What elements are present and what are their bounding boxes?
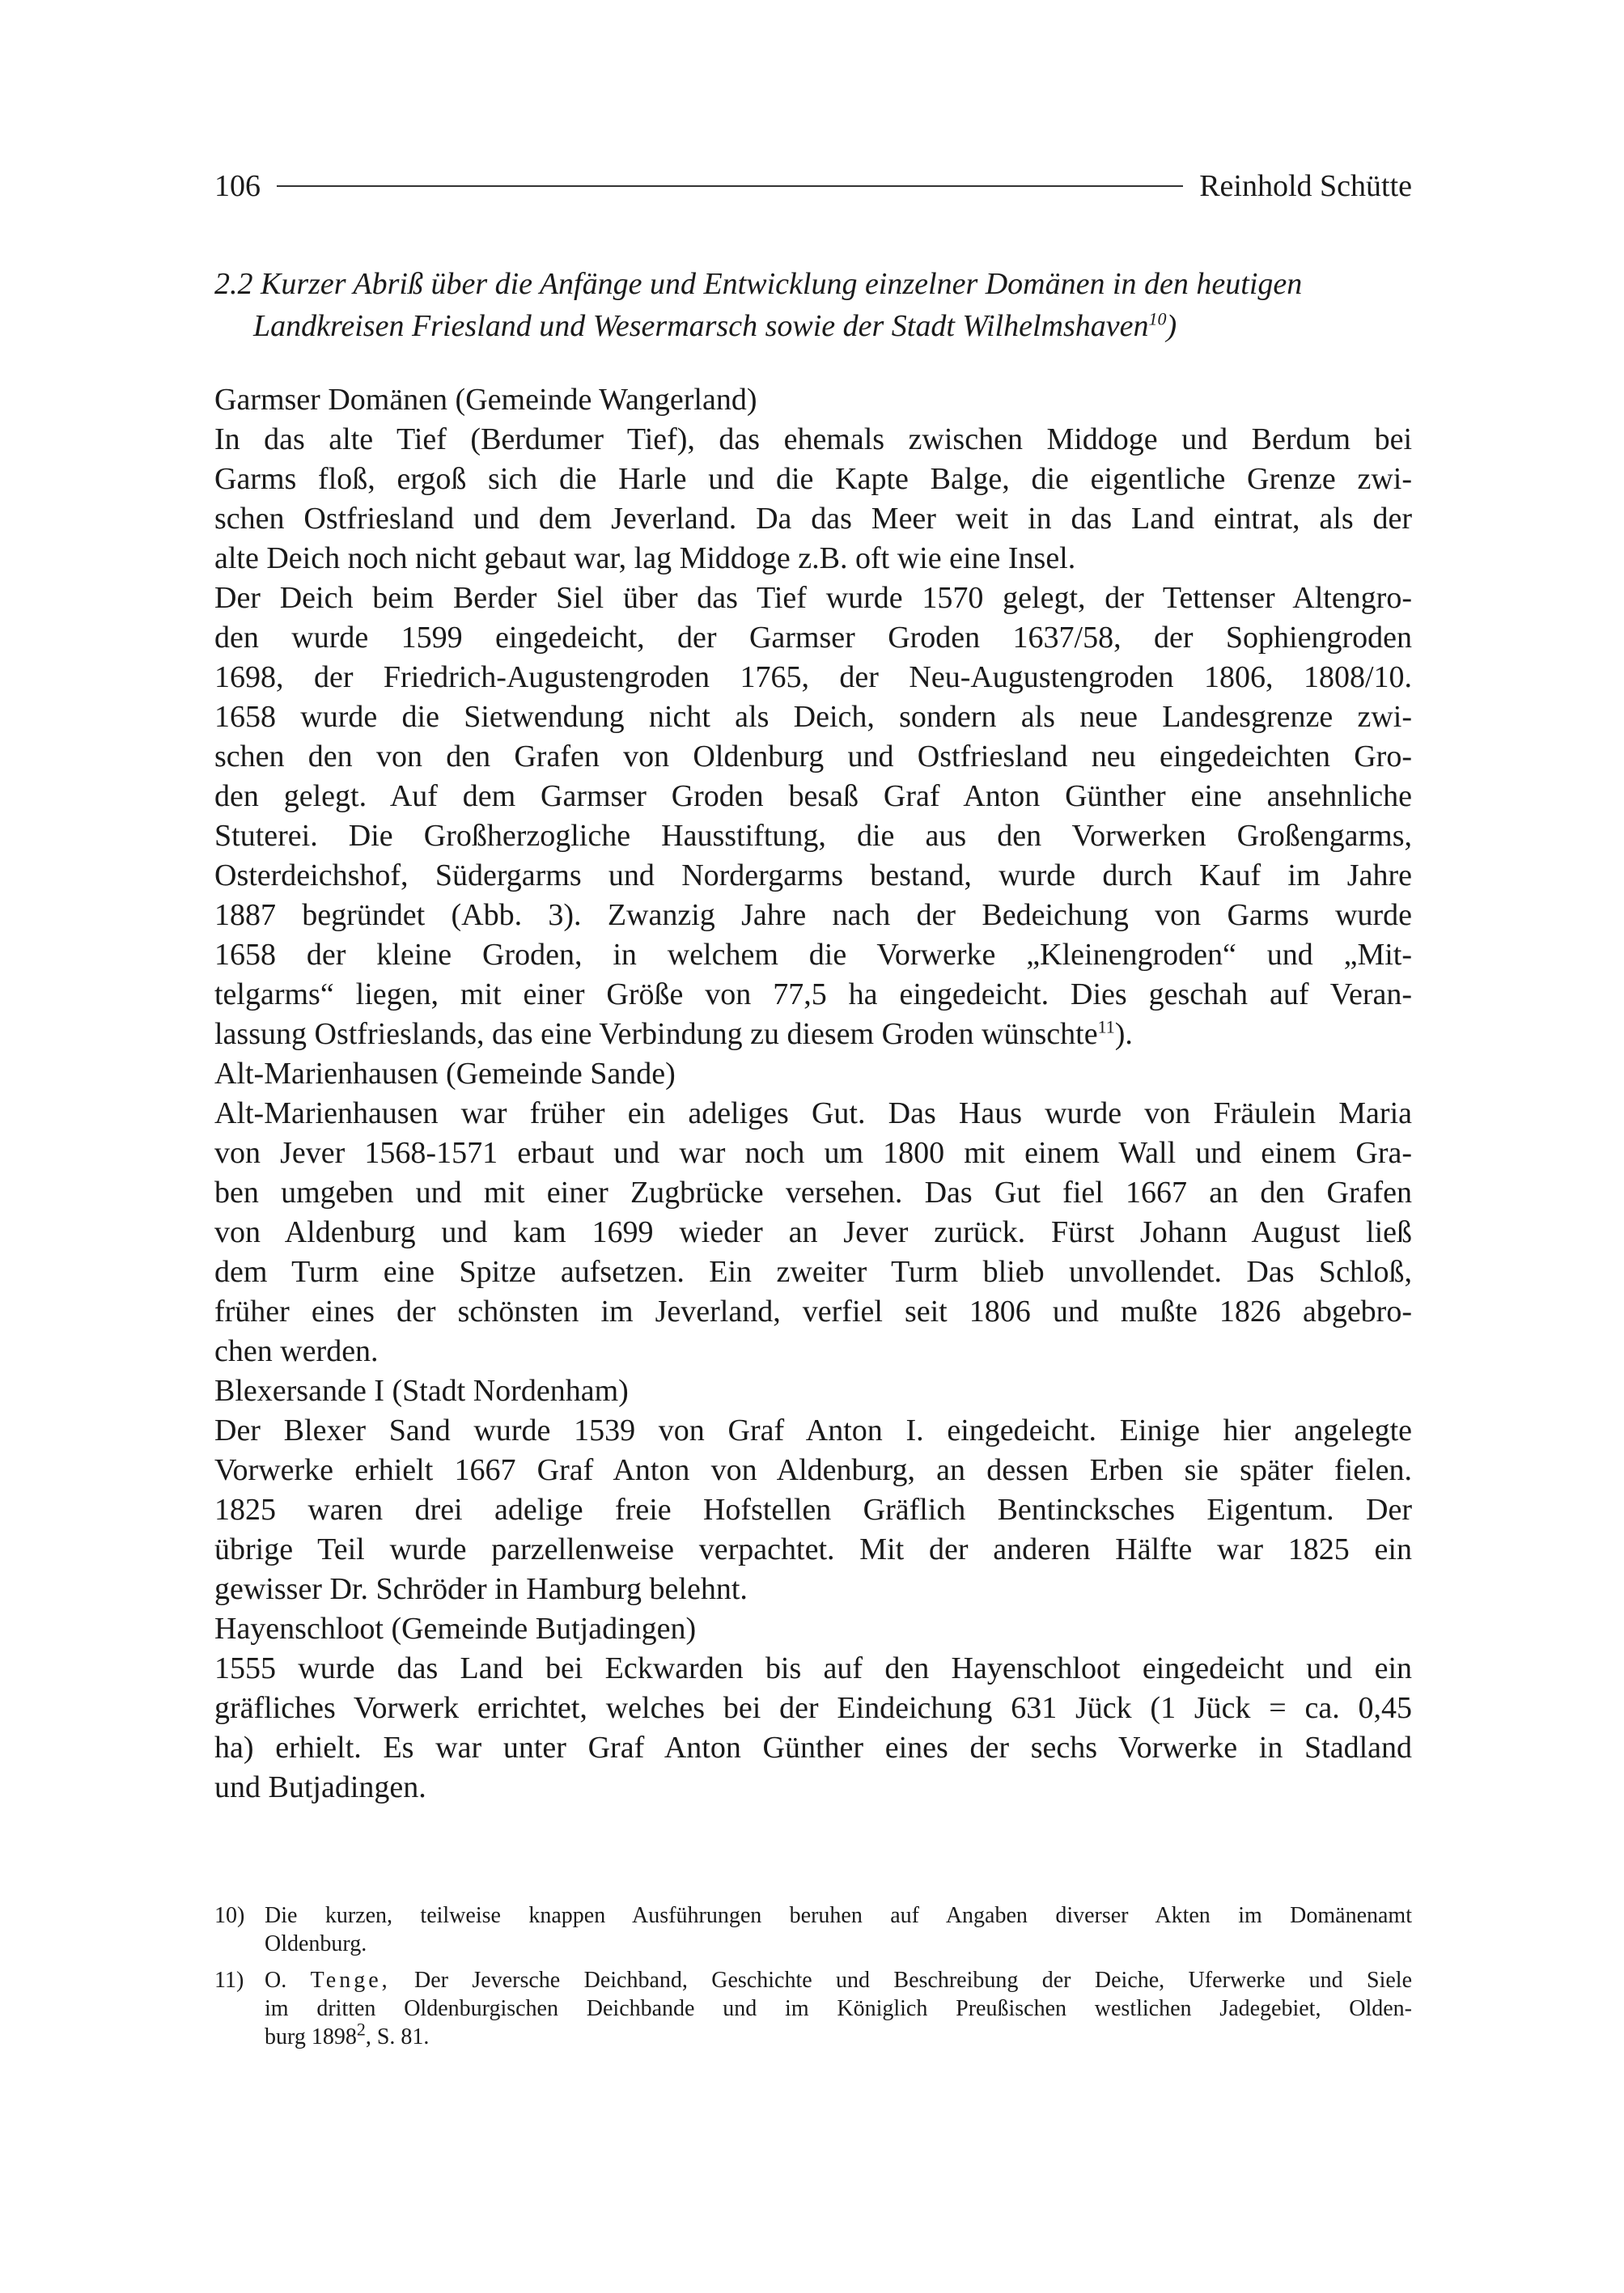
header-rule [277,185,1183,187]
text-line [214,1015,1412,1054]
footnote-text: O. [265,1968,287,1993]
footnote [214,1966,1412,2051]
subsection-title: Garmser Domänen (Gemeinde Wangerland) [214,383,757,417]
text-line: Stuterei. Die Großherzogliche Hausstiftung, die aus den Vorwerken Großengarms, [214,819,1412,853]
text-line: den gelegt. Auf dem Garmser Groden besaß Graf Anton Günther eine ansehnliche [214,779,1412,813]
text-line: dem Turm eine Spitze aufsetzen. Ein zweiter Turm blieb unvollendet. Das Schloß, [214,1255,1412,1289]
heading-line: 2.2 Kurzer Abriß über die Anfänge und Entwicklung einzelner Domänen in den heutigen [214,267,1303,301]
footnote-ref: 11 [1097,1016,1115,1037]
text-line: 1658 wurde die Sietwendung nicht als Deich, sondern als neue Landesgrenze zwi- [214,700,1412,734]
running-head-author: Reinhold Schütte [1199,169,1412,203]
text-line: und Butjadingen. [214,1770,426,1804]
footnotes [214,1901,1412,2059]
text-line: ha) erhielt. Es war unter Graf Anton Günther eines der sechs Vorwerke in Stadland [214,1731,1412,1765]
footnote-text: Der Jeversche Deichband, Geschichte und Beschreibung der Deiche, Uferwerke und Siele [414,1968,1413,1993]
heading-text: Landkreisen Friesland und Wesermarsch sowie der Stadt Wilhelmshaven [253,309,1149,343]
text-line: Alt-Marienhausen war früher ein adeliges Gut. Das Haus wurde von Fräulein Maria [214,1096,1412,1130]
footnote-number: 10) [214,1903,245,1928]
text-line: ben umgeben und mit einer Zugbrücke versehen. Das Gut fiel 1667 an den Grafen [214,1176,1412,1210]
footnote-ref: 10 [1148,308,1167,329]
footnote-number: 11) [214,1968,244,1993]
text-line: von Jever 1568-1571 erbaut und war noch um 1800 mit einem Wall und einem Gra- [214,1136,1412,1170]
text-line: früher eines der schönsten im Jeverland, verfiel seit 1806 und mußte 1826 abgebro- [214,1295,1412,1329]
text-run: ). [1114,1017,1133,1051]
text-line: Der Blexer Sand wurde 1539 von Graf Anton I. eingedeicht. Einige hier angelegte [214,1414,1412,1447]
subsection-title: Alt-Marienhausen (Gemeinde Sande) [214,1057,676,1091]
footnote-line: Die kurzen, teilweise knappen Ausführungen beruhen auf Angaben diverser Akten im Domänenamt [265,1903,1412,1928]
edition-superscript: 2 [356,2019,366,2040]
footnote-text: burg 1898 [265,2024,357,2049]
main-text [214,380,1412,1808]
footnote-line [265,1966,1412,1994]
text-line: schen den von den Grafen von Oldenburg und Ostfriesland neu eingedeichten Gro- [214,740,1412,774]
subsection-title: Blexersande I (Stadt Nordenham) [214,1374,629,1408]
text-run: lassung Ostfrieslands, das eine Verbindung zu diesem Groden wünschte [214,1017,1098,1051]
footnote-line: Oldenburg. [265,1931,367,1956]
text-line: chen werden. [214,1334,379,1368]
text-line: gräfliches Vorwerk errichtet, welches bei der Eindeichung 631 Jück (1 Jück = ca. 0,45 [214,1691,1412,1725]
text-line: gewisser Dr. Schröder in Hamburg belehnt. [214,1572,748,1606]
page-number: 106 [214,169,261,203]
heading-close: ) [1166,309,1177,343]
text-line: Osterdeichshof, Südergarms und Nordergarms bestand, wurde durch Kauf im Jahre [214,858,1412,892]
text-line: Vorwerke erhielt 1667 Graf Anton von Aldenburg, an dessen Erben sie später fielen. [214,1453,1412,1487]
text-line: Garms floß, ergoß sich die Harle und die Kapte Balge, die eigentliche Grenze zwi- [214,462,1412,496]
text-line: 1825 waren drei adelige freie Hofstellen Gräflich Bentincksches Eigentum. Der [214,1493,1412,1527]
text-line: übrige Teil wurde parzellenweise verpachtet. Mit der anderen Hälfte war 1825 ein [214,1532,1412,1566]
author-name: Tenge, [310,1968,391,1993]
text-line: telgarms“ liegen, mit einer Größe von 77,5 ha eingedeicht. Dies geschah auf Veran- [214,977,1412,1011]
text-line: 1555 wurde das Land bei Eckwarden bis auf den Hayenschloot eingedeicht und ein [214,1651,1412,1685]
text-line: In das alte Tief (Berdumer Tief), das ehemals zwischen Middoge und Berdum bei [214,422,1412,456]
text-line: 1658 der kleine Groden, in welchem die Vorwerke „Kleinengroden“ und „Mit- [214,938,1412,972]
footnote-body [265,1901,1412,1958]
footnote-text: , S. 81. [365,2024,430,2049]
text-line: den wurde 1599 eingedeicht, der Garmser Groden 1637/58, der Sophiengroden [214,621,1412,655]
section-heading [214,263,1412,347]
text-line: 1887 begründet (Abb. 3). Zwanzig Jahre nach der Bedeichung von Garms wurde [214,898,1412,932]
heading-line [214,305,1412,347]
footnote [214,1901,1412,1958]
footnote-body [265,1966,1412,2051]
text-line: alte Deich noch nicht gebaut war, lag Middoge z.B. oft wie eine Insel. [214,541,1076,575]
running-head [214,166,1412,206]
text-line: 1698, der Friedrich-Augustengroden 1765, der Neu-Augustengroden 1806, 1808/10. [214,660,1412,694]
text-line: Der Deich beim Berder Siel über das Tief wurde 1570 gelegt, der Tettenser Altengro- [214,581,1412,615]
subsection-title: Hayenschloot (Gemeinde Butjadingen) [214,1612,697,1646]
text-line: von Aldenburg und kam 1699 wieder an Jever zurück. Fürst Johann August ließ [214,1215,1412,1249]
text-line: schen Ostfriesland und dem Jeverland. Da das Meer weit in das Land eintrat, als der [214,502,1412,536]
footnote-line [265,2019,1412,2051]
footnote-line: im dritten Oldenburgischen Deichbande und im Königlich Preußischen westlichen Jadegebiet, Olden- [265,1996,1412,2021]
